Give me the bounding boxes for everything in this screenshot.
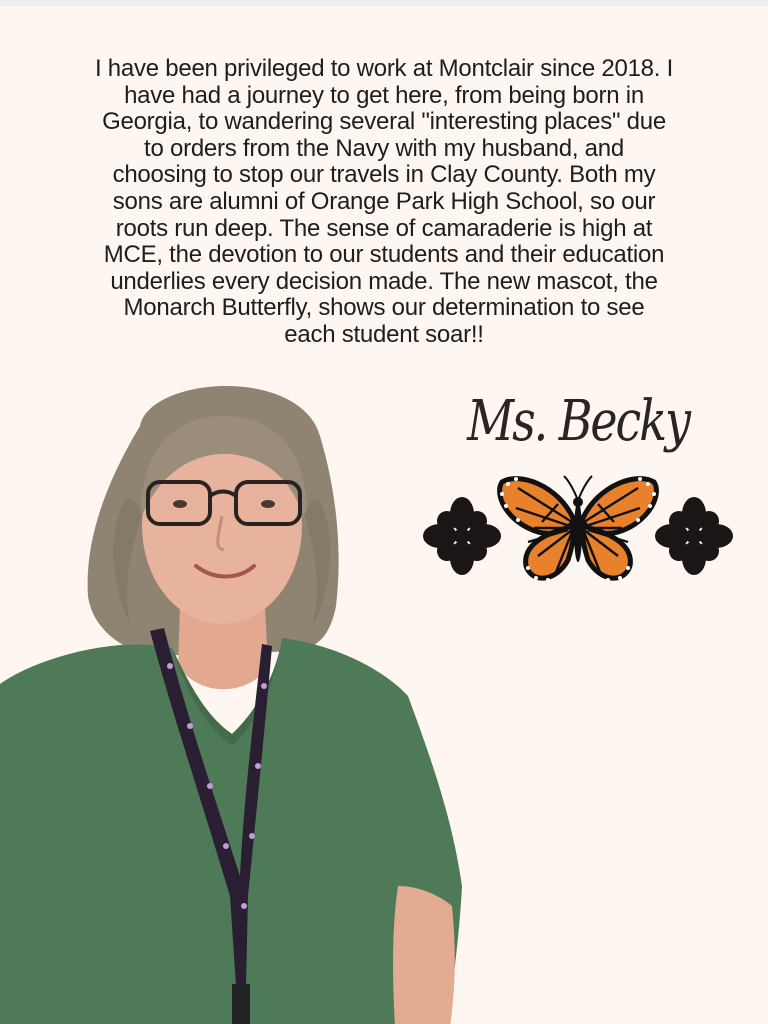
portrait-photo	[0, 366, 470, 1024]
shirt	[0, 638, 462, 1024]
bio-line: choosing to stop our travels in Clay County. Both my	[112, 161, 656, 189]
bio-line: sons are alumni of Orange Park High School, so our	[112, 187, 656, 215]
teacher-name: Ms. Becky	[467, 389, 689, 454]
bio-line: have had a journey to get here, from being born in	[124, 81, 644, 109]
bio-paragraph	[40, 56, 728, 349]
flower-icon	[655, 497, 733, 575]
bio-line: to orders from the Navy with my husband, and	[144, 134, 624, 162]
bio-line: Monarch Butterfly, shows our determination to see	[123, 294, 645, 322]
bio-line: roots run deep. The sense of camaraderie is high at	[115, 214, 653, 242]
profile-card	[0, 6, 768, 1024]
bio-line: each student soar!!	[284, 320, 484, 348]
monarch-butterfly-icon	[500, 476, 657, 582]
bio-line: MCE, the devotion to our students and their education	[103, 241, 665, 269]
bio-line: I have been privileged to work at Montclair since 2018. I	[94, 55, 674, 82]
bio-line: underlies every decision made. The new mascot, the	[110, 267, 658, 295]
bio-line: Georgia, to wandering several "interesting places" due	[102, 108, 666, 136]
